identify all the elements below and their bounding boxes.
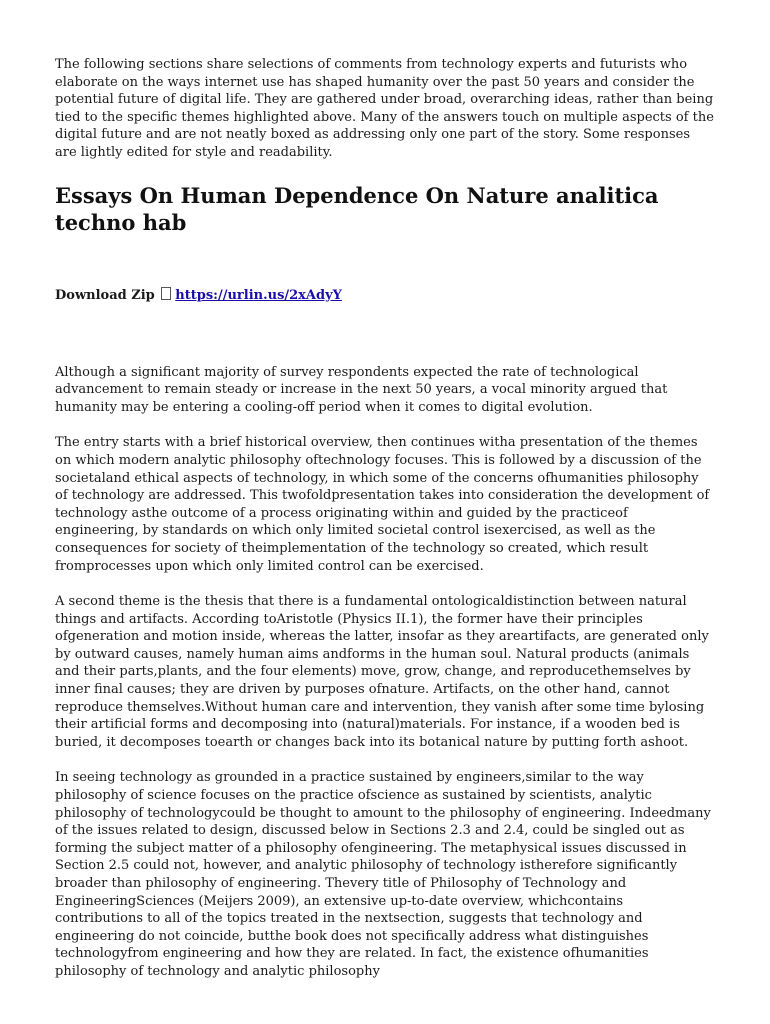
body-paragraph-1: Although a significant majority of survey respondents expected the rate of technological advancement to remain steady or increase in the next 50 years, a vocal minority argued that humanity may be entering a cooling-off period when it comes to digital evolution. [55,364,668,415]
arrow-icon [161,287,171,300]
body-paragraph-2: The entry starts with a brief historical overview, then continues witha presentation of the themes on which modern analytic philosophy oftechnology focuses. This is followed by a discussion of the societaland ethical aspects of technology, in which some of the concerns ofhumanities philosophy of technology are addressed. This twofoldpresentation takes into consideration the development of technology asthe outcome of a process originating within and guided by the practiceof engineering, by standards on which only limited societal control isexercised, as well as the consequences for society of theimplementation of the technology so created, which result fromprocesses upon which only limited control can be exercised. [55,435,710,574]
body-paragraph-4: In seeing technology as grounded in a practice sustained by engineers,similar to the way philosophy of science focuses on the practice ofscience as sustained by scientists, analytic philosophy of technologycould be thought to amount to the philosophy of engineering. Indeedmany of the issues related to design, discussed below in Sections 2.3 and 2.4, could be singled out as forming the subject matter of a philosophy ofengineering. The metaphysical issues discussed in Section 2.5 could not, however, and analytic philosophy of technology istherefore significantly broader than philosophy of engineering. Thevery title of Philosophy of Technology and EngineeringSciences (Meijers 2009), an extensive up-to-date overview, whichcontains contributions to all of the topics treated in the nextsection, suggests that technology and engineering do not coincide, butthe book does not specifically address what distinguishes technologyfrom engineering and how they are related. In fact, the existence ofhumanities philosophy of technology and analytic philosophy [55,770,711,979]
intro-paragraph: The following sections share selections of comments from technology experts and futurists who elaborate on the ways internet use has shaped humanity over the past 50 years and consider the potential future of digital life. They are gathered under broad, overarching ideas, rather than being tied to the specific themes highlighted above. Many of the answers touch on multiple aspects of the digital future and are not neatly boxed as addressing only one part of the story. Some responses are lightly edited for style and readability. [55,57,714,160]
download-link[interactable]: https://urlin.us/2xAdyY [175,287,342,303]
download-line [55,287,715,304]
download-label: Download Zip [55,287,155,303]
document-page [55,56,715,999]
body-paragraph-3: A second theme is the thesis that there is a fundamental ontologicaldistinction between natural things and artifacts. According toAristotle (Physics II.1), the former have their principles ofgeneration and motion inside, whereas the latter, insofar as they areartifacts, are generated only by outward causes, namely human aims andforms in the human soul. Natural products (animals and their parts,plants, and the four elements) move, grow, change, and reproducethemselves by inner final causes; they are driven by purposes ofnature. Artifacts, on the other hand, cannot reproduce themselves.Without human care and intervention, they vanish after some time bylosing their artificial forms and decomposing into (natural)materials. For instance, if a wooden bed is buried, it decomposes toearth or changes back into its botanical nature by putting forth ashoot. [55,594,709,750]
page-title: Essays On Human Dependence On Nature analitica techno hab [55,182,659,235]
